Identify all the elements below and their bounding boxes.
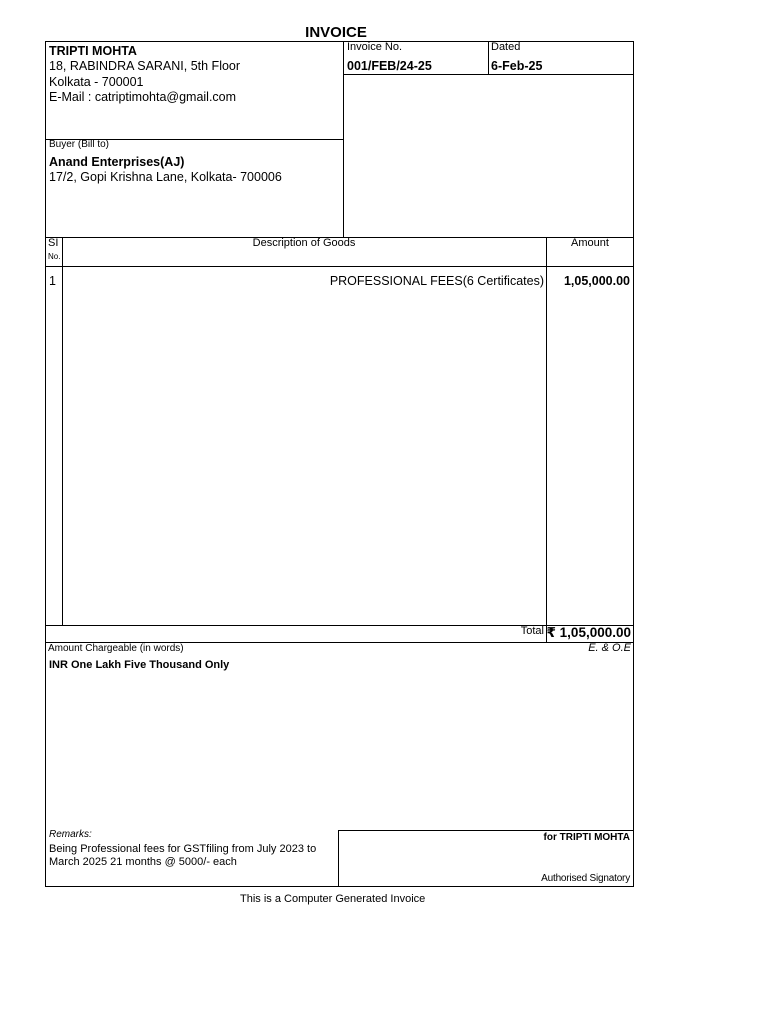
si-column-divider xyxy=(62,237,63,626)
amount-words-label: Amount Chargeable (in words) xyxy=(48,643,184,654)
row-amount: 1,05,000.00 xyxy=(563,274,630,288)
authorised-signatory-label: Authorised Signatory xyxy=(541,873,630,884)
signatory-for-label: for TRIPTI MOHTA xyxy=(543,832,630,843)
seller-address-line2: Kolkata - 700001 xyxy=(49,75,144,89)
remarks-label: Remarks: xyxy=(49,829,92,840)
amount-column-divider xyxy=(546,237,547,642)
total-label: Total xyxy=(520,625,544,637)
buyer-name: Anand Enterprises(AJ) xyxy=(49,155,185,169)
computer-generated-note: This is a Computer Generated Invoice xyxy=(240,893,426,905)
row-si: 1 xyxy=(49,274,56,288)
col-si-no-label: No. xyxy=(48,252,61,261)
seller-address-line1: 18, RABINDRA SARANI, 5th Floor xyxy=(49,59,241,73)
dated-label: Dated xyxy=(491,41,521,53)
invoice-no-label: Invoice No. xyxy=(347,41,403,53)
seller-name: TRIPTI MOHTA xyxy=(49,44,137,58)
total-value: ₹ 1,05,000.00 xyxy=(546,625,631,640)
remarks-line2: March 2025 21 months @ 5000/- each xyxy=(49,856,237,868)
row-description: PROFESSIONAL FEES(6 Certificates) xyxy=(329,274,544,288)
col-si-label: SI xyxy=(48,237,59,249)
signatory-top-line xyxy=(338,830,634,831)
header-divider xyxy=(343,41,344,238)
remarks-line1: Being Professional fees for GSTfiling from July 2023 to xyxy=(49,843,317,855)
signatory-left-line xyxy=(338,830,339,887)
buyer-address: 17/2, Gopi Krishna Lane, Kolkata- 700006 xyxy=(49,170,282,184)
invoice-no-value: 001/FEB/24-25 xyxy=(347,59,432,73)
col-description-label: Description of Goods xyxy=(252,237,356,249)
meta-bottom-line xyxy=(343,74,634,75)
amount-words-value: INR One Lakh Five Thousand Only xyxy=(49,659,230,671)
buyer-label: Buyer (Bill to) xyxy=(49,139,110,150)
seller-email: E-Mail : catriptimohta@gmail.com xyxy=(49,90,237,104)
dated-value: 6-Feb-25 xyxy=(491,59,543,73)
eoe-label: E. & O.E xyxy=(588,642,631,654)
invoice-title: INVOICE xyxy=(305,24,367,41)
col-amount-label: Amount xyxy=(571,237,609,249)
meta-divider xyxy=(488,41,489,75)
